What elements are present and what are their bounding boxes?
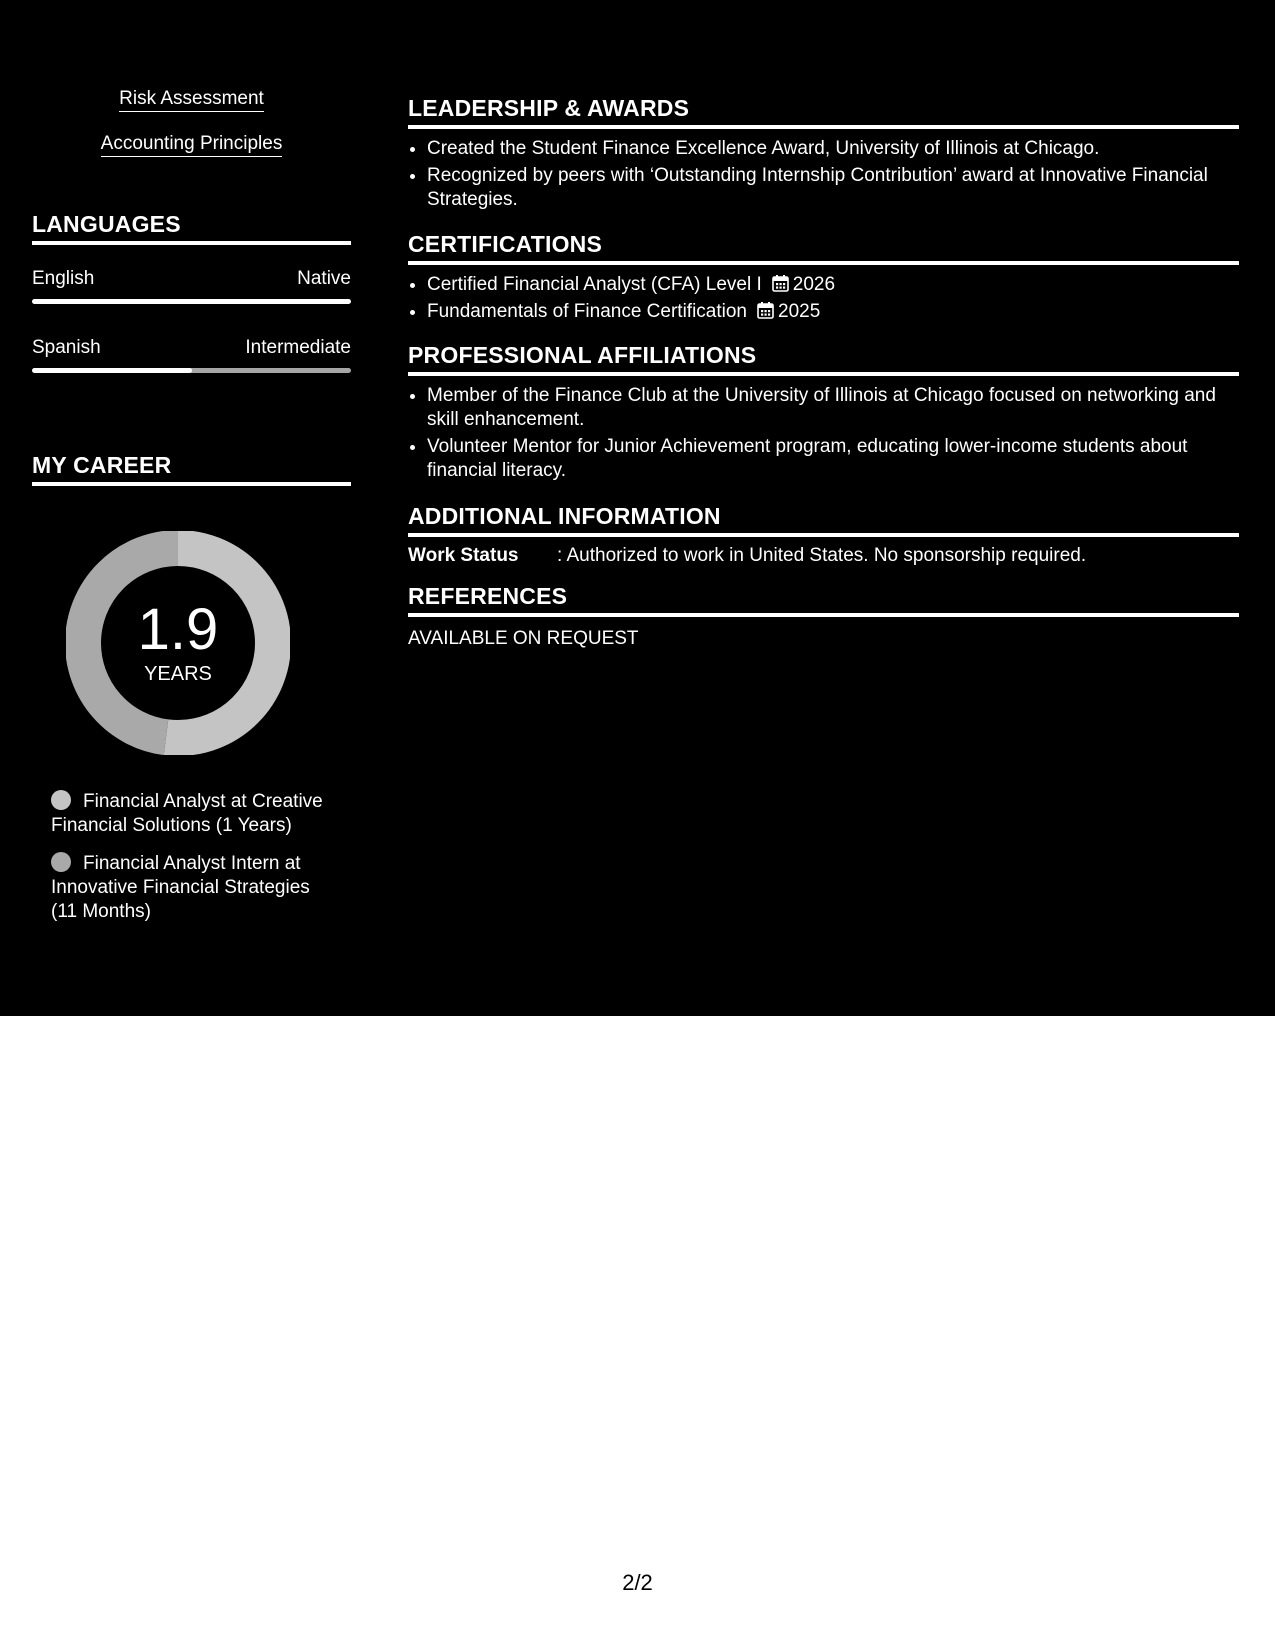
skill-accounting-principles[interactable]: Accounting Principles: [101, 133, 283, 157]
certifications-rule: [408, 261, 1239, 265]
certification-name: Certified Financial Analyst (CFA) Level I: [427, 274, 762, 295]
work-status-value: : Authorized to work in United States. No sponsorship required.: [557, 545, 1087, 566]
language-level: Native: [297, 268, 351, 289]
certification-name: Fundamentals of Finance Certification: [427, 301, 747, 322]
affiliations-heading: PROFESSIONAL AFFILIATIONS: [408, 342, 757, 368]
sidebar: [32, 0, 351, 1016]
language-name: English: [32, 268, 95, 289]
languages-rule: [32, 241, 351, 245]
legend-dot: [51, 790, 71, 810]
certification-year: 2026: [792, 274, 836, 295]
skill-risk-assessment[interactable]: Risk Assessment: [119, 88, 264, 112]
references-heading: REFERENCES: [408, 583, 568, 609]
work-status-label: Work Status: [408, 545, 519, 566]
legend-dot: [51, 852, 71, 872]
affiliations-rule: [408, 372, 1239, 376]
language-level: Intermediate: [245, 337, 351, 358]
list-item: • Created the Student Finance Excellence Award, University of Illinois at Chicago.: [427, 137, 1239, 161]
leadership-heading: LEADERSHIP & AWARDS: [408, 95, 690, 121]
certification-year: 2025: [778, 301, 821, 322]
references-text: AVAILABLE ON REQUEST: [408, 628, 639, 649]
calendar-icon: [757, 301, 774, 319]
list-item: • Volunteer Mentor for Junior Achievement program, educating lower-income students about financial literacy.: [427, 435, 1239, 483]
language-name: Spanish: [32, 337, 101, 358]
references-rule: [408, 613, 1239, 617]
languages-heading: LANGUAGES: [32, 211, 181, 237]
career-item-text: Financial Analyst at Creative Financial Solutions (1 Years): [51, 791, 323, 836]
career-item-text: Financial Analyst Intern at Innovative Financial Strategies (11 Months): [51, 853, 310, 922]
list-item: • Member of the Finance Club at the University of Illinois at Chicago focused on networking and skill enhancement.: [427, 384, 1239, 432]
language-bar-fill: [32, 299, 351, 304]
career-total-years: 1.9: [137, 597, 219, 662]
skill-link[interactable]: [32, 88, 351, 110]
list-item: • Recognized by peers with ‘Outstanding Internship Contribution’ award at Innovative Financial Strategies.: [427, 164, 1239, 212]
language-row-spanish: [32, 337, 351, 359]
career-item: [51, 790, 341, 838]
certifications-list: [408, 273, 1239, 327]
language-bar-spanish: [32, 368, 351, 373]
leadership-rule: [408, 125, 1239, 129]
language-bar-fill: [32, 368, 192, 373]
career-item: [51, 852, 341, 924]
career-donut: [66, 531, 290, 755]
career-heading: MY CAREER: [32, 452, 172, 478]
calendar-icon: [772, 274, 789, 292]
leadership-list: [408, 137, 1239, 215]
affiliations-list: [408, 384, 1239, 486]
additional-heading: ADDITIONAL INFORMATION: [408, 503, 721, 529]
certification-item: [427, 273, 1239, 297]
additional-rule: [408, 533, 1239, 537]
language-bar-english: [32, 299, 351, 304]
language-row-english: [32, 268, 351, 290]
certifications-heading: CERTIFICATIONS: [408, 231, 603, 257]
page-number: 2/2: [622, 1570, 653, 1595]
certification-item: [427, 300, 1239, 324]
career-total-unit: YEARS: [144, 663, 212, 685]
skill-link[interactable]: [32, 133, 351, 155]
career-rule: [32, 482, 351, 486]
